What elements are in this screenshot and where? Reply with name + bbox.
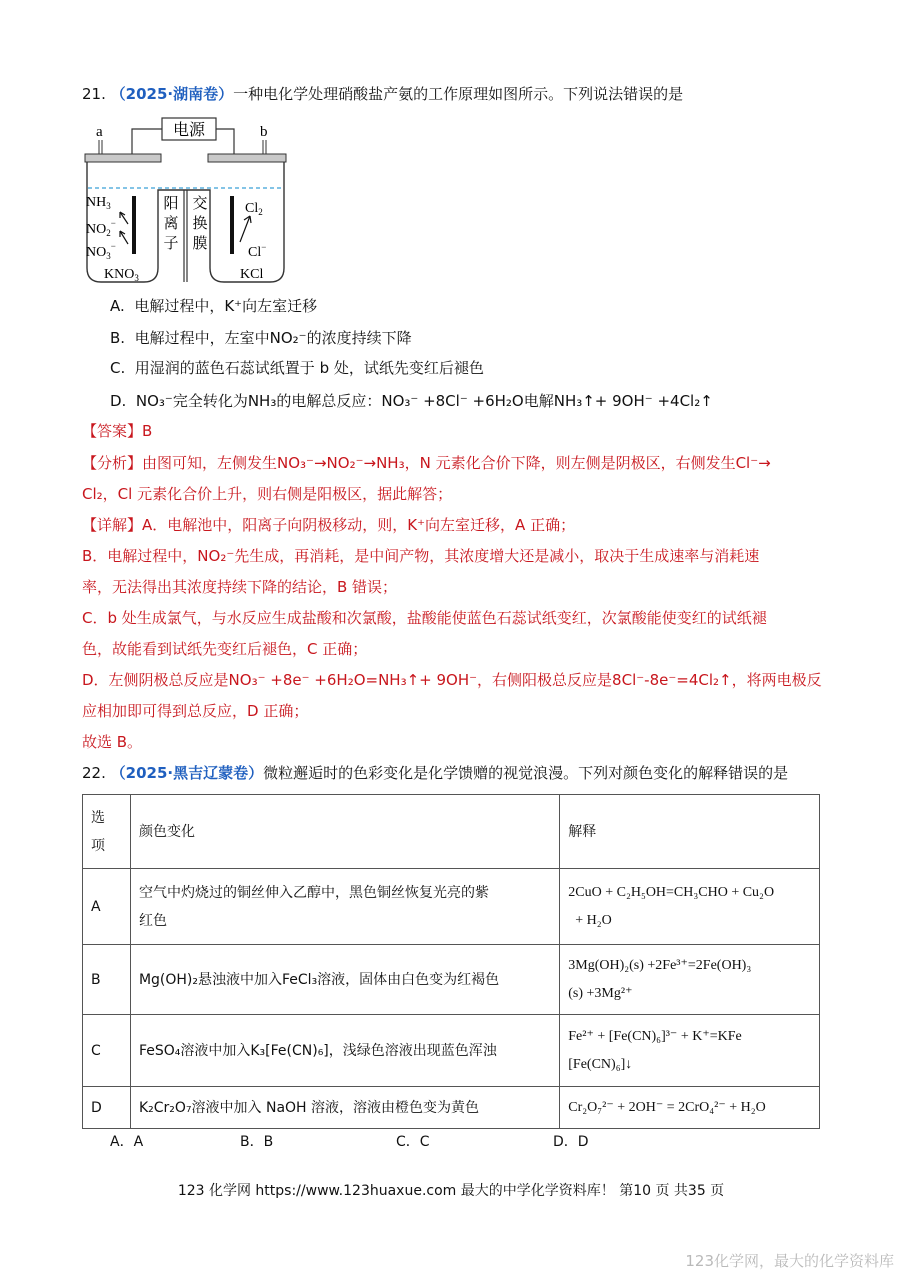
table-row: D K₂Cr₂O₇溶液中加入 NaOH 溶液，溶液由橙色变为黄色 Cr₂O₇²⁻ + 2OH⁻ = 2CrO₄²⁻ + H₂O <box>83 1087 820 1129</box>
q22-choice-a[interactable]: A．A <box>110 1134 144 1150</box>
power-source-label: 电源 <box>172 122 206 139</box>
q21-option-b[interactable]: B. 电解过程中，左室中NO₂⁻的浓度持续下降 <box>110 329 412 347</box>
q21-analysis-line-2: Cl₂，Cl 元素化合价上升，则右侧是阳极区，据此解答； <box>82 485 453 503</box>
table-row: C FeSO₄溶液中加入K₃[Fe(CN)₆]，浅绿色溶液出现蓝色浑浊 Fe²⁺ + [Fe(CN)₆]³⁻ + K⁺=KFe [Fe(CN)₆]↓ <box>83 1015 820 1087</box>
q22-source: （2025·黑吉辽蒙卷） <box>110 764 264 782</box>
svg-text:KCl: KCl <box>240 267 264 282</box>
page-footer: 123 化学网 https://www.123huaxue.com 最大的中学化学资料库！ 第10 页 共35 页 <box>177 1183 725 1199</box>
q22-stem-line <box>82 763 788 783</box>
svg-text:KNO3: $KNO_3$ <box>104 267 139 283</box>
svg-text:换: 换 <box>192 216 208 232</box>
electrode-a-label: a <box>96 124 103 140</box>
svg-text:膜: 膜 <box>192 236 208 252</box>
q21-detail-d-2: 应相加即可得到总反应，D 正确； <box>82 702 309 720</box>
svg-text:交: 交 <box>192 196 208 212</box>
svg-text:Cl−: Cl− <box>248 242 267 260</box>
q21-detail-d-1: D．左侧阴极总反应是NO₃⁻ +8e⁻ +6H₂O=NH₃↑+ 9OH⁻，右侧阳极总反应是8Cl⁻-8e⁻=4Cl₂↑，将两电极反 <box>82 671 822 689</box>
q21-stem-line <box>82 84 683 104</box>
svg-text:阳: 阳 <box>163 196 179 212</box>
table-row: B Mg(OH)₂悬浊液中加入FeCl₃溶液，固体由白色变为红褐色 3Mg(OH)₂(s) +2Fe³⁺=2Fe(OH)₃ (s) +3Mg²⁺ <box>83 945 820 1015</box>
q21-option-c[interactable]: C. 用湿润的蓝色石蕊试纸置于 b 处，试纸先变红后褪色 <box>110 359 484 377</box>
q22-choice-d[interactable]: D．D <box>553 1134 589 1150</box>
svg-text:子: 子 <box>163 236 179 252</box>
q22-table <box>82 794 820 1129</box>
q21-source: （2025·湖南卷） <box>110 85 234 103</box>
q21-detail-b-1: B．电解过程中，NO₂⁻先生成，再消耗，是中间产物，其浓度增大还是减小，取决于生成速率与消耗速 <box>82 547 760 565</box>
svg-text:NO2−: $NO_2^-$ <box>86 218 116 238</box>
q21-detail-a: 【详解】A．电解池中，阳离子向阴极移动，则，K⁺向左室迁移，A 正确； <box>82 516 576 534</box>
q22-number: 22. <box>82 764 106 782</box>
q21-detail-c-2: 色，故能看到试纸先变红后褪色，C 正确； <box>82 640 368 658</box>
q22-table-header: 选 项 颜色变化 解释 <box>83 795 820 869</box>
q21-number: 21. <box>82 85 106 103</box>
q22-stem: 微粒邂逅时的色彩变化是化学馈赠的视觉浪漫。下列对颜色变化的解释错误的是 <box>263 764 789 782</box>
table-row: A 空气中灼烧过的铜丝伸入乙醇中，黑色铜丝恢复光亮的紫 红色 2CuO + C₂H₅OH=CH₃CHO + Cu₂O + H₂O <box>83 869 820 945</box>
watermark: 123化学网，最大的化学资料库 <box>685 1252 894 1270</box>
q22-choice-b[interactable]: B．B <box>240 1134 274 1150</box>
electrode-b-label: b <box>260 124 268 140</box>
q21-detail-c-1: C．b 处生成氯气，与水反应生成盐酸和次氯酸，盐酸能使蓝色石蕊试纸变红，次氯酸能使变红的试纸褪 <box>82 609 767 627</box>
q22-choice-c[interactable]: C．C <box>396 1134 430 1150</box>
q21-stem: 一种电化学处理硝酸盐产氨的工作原理如图所示。下列说法错误的是 <box>233 85 684 103</box>
q21-conclusion: 故选 B。 <box>82 733 143 751</box>
q21-analysis-line-1: 【分析】由图可知，左侧发生NO₃⁻→NO₂⁻→NH₃，N 元素化合价下降，则左侧是阴极区，右侧发生Cl⁻→ <box>82 454 771 472</box>
svg-text:NH3: $NH_3$ <box>86 195 111 211</box>
q21-detail-b-2: 率，无法得出其浓度持续下降的结论，B 错误； <box>82 578 398 596</box>
q21-answer: 【答案】B <box>82 422 153 440</box>
q21-option-a[interactable]: A. 电解过程中，K⁺向左室迁移 <box>110 297 318 315</box>
svg-text:离: 离 <box>163 216 179 232</box>
svg-text:NO3−: $NO_3^-$ <box>86 241 116 261</box>
electrolysis-diagram <box>82 116 292 286</box>
svg-text:Cl2: $Cl_2$ <box>245 201 263 217</box>
q21-option-d[interactable]: D. NO₃⁻完全转化为NH₃的电解总反应：NO₃⁻ +8Cl⁻ +6H₂O电解NH₃↑+ 9OH⁻ +4Cl₂↑ <box>110 392 713 410</box>
